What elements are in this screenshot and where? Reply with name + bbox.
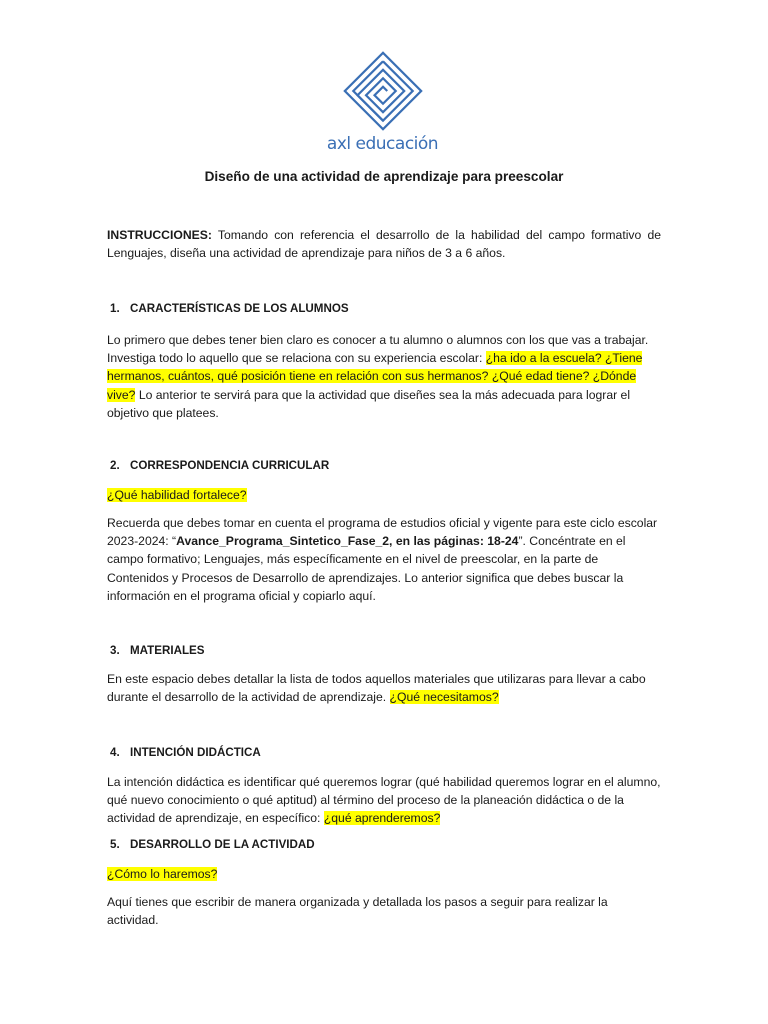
section-title: CORRESPONDENCIA CURRICULAR [130, 459, 330, 472]
section-heading-4 [110, 746, 261, 759]
section-5-question [107, 865, 661, 883]
section-2-question [107, 486, 661, 504]
section-heading-1 [110, 302, 349, 315]
instructions-label: INSTRUCCIONES: [107, 228, 212, 242]
program-reference: Avance_Programa_Sintetico_Fase_2, en las páginas: 18-24 [176, 534, 519, 549]
page-title: Diseño de una actividad de aprendizaje para preescolar [204, 169, 564, 184]
highlighted-question: ¿Qué necesitamos? [389, 690, 499, 705]
highlighted-question: ¿Qué habilidad fortalece? [107, 488, 247, 502]
section-title: DESARROLLO DE LA ACTIVIDAD [130, 838, 315, 851]
highlighted-question: ¿Cómo lo haremos? [107, 867, 218, 881]
section-title: CARACTERÍSTICAS DE LOS ALUMNOS [130, 302, 349, 315]
section-4-paragraph [107, 773, 661, 828]
section-title: INTENCIÓN DIDÁCTICA [130, 746, 261, 759]
section-number: 1. [110, 302, 120, 315]
section-number: 4. [110, 746, 120, 759]
paragraph-text: Recuerda que debes tomar en cuenta el programa de estudios oficial y vigente para este ciclo escolar 2023-2024: “ [107, 516, 658, 549]
paragraph-text: Lo anterior te servirá para que la actividad que diseñes sea la más adecuada para lograr el objetivo que platees. [107, 387, 631, 420]
highlighted-question: ¿qué aprenderemos? [323, 811, 441, 826]
section-heading-5 [110, 838, 315, 851]
instructions-text: Tomando con referencia el desarrollo de la habilidad del campo formativo de Lenguajes, diseña una actividad de aprendizaje para niños de 3 a 6 años. [107, 228, 661, 261]
paragraph-text: Aquí tienes que escribir de manera organizada y detallada los pasos a seguir para realizar la actividad. [107, 895, 608, 928]
section-title: MATERIALES [130, 644, 205, 657]
section-1-paragraph [107, 331, 661, 422]
paragraph-text: ”. Concéntrate en el campo formativo; Lenguajes, más específicamente en el nivel de preescolar, en la parte de Contenidos y Procesos de Desarrollo de aprendizajes. Lo anterior significa que debes buscar la información en el programa oficial y copiarlo aquí. [107, 534, 626, 603]
section-number: 2. [110, 459, 120, 472]
instructions-paragraph [107, 226, 661, 262]
paragraph-text: Lo primero que debes tener bien claro es conocer a tu alumno o alumnos con los que vas a trabajar. Investiga todo lo aquello que se relaciona con su experiencia escolar: [107, 333, 649, 366]
highlighted-questions: ¿ha ido a la escuela? ¿Tiene hermanos, cuántos, qué posición tiene en relación con sus hermanos? ¿Qué edad tiene? ¿Dónde vive? [107, 351, 643, 402]
axl-spiral-logo-icon [342, 50, 424, 132]
section-5-paragraph [107, 893, 661, 929]
section-number: 5. [110, 838, 120, 851]
paragraph-text: La intención didáctica es identificar qué queremos lograr (qué habilidad queremos lograr en el alumno, qué nuevo conocimiento o qué aptitud) al término del proceso de la planeación didáctica o de la actividad de aprendizaje, en específico: [107, 775, 661, 826]
paragraph-text: En este espacio debes detallar la lista de todos aquellos materiales que utilizaras para llevar a cabo durante el desarrollo de la actividad de aprendizaje. [107, 672, 646, 705]
logo-text: axl educación [326, 134, 439, 154]
section-2-paragraph [107, 514, 661, 605]
section-heading-3 [110, 644, 205, 657]
logo [320, 50, 445, 162]
section-3-paragraph [107, 670, 661, 706]
section-heading-2 [110, 459, 330, 472]
section-number: 3. [110, 644, 120, 657]
